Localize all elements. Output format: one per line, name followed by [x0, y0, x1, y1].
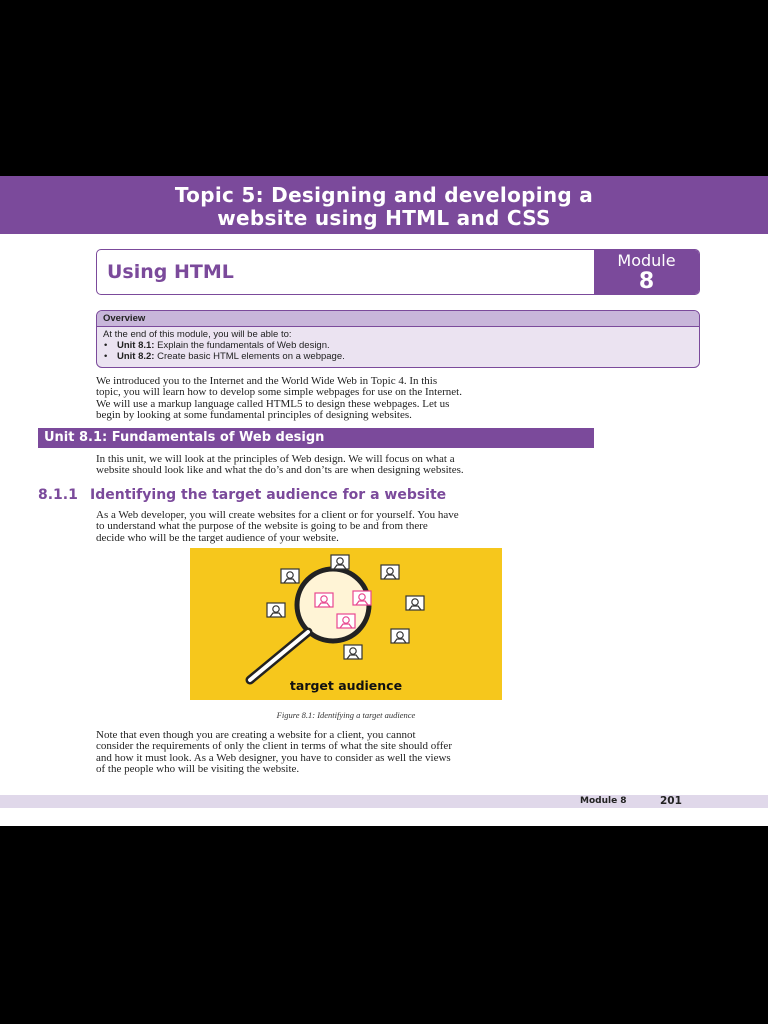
topic-title-line2: website using HTML and CSS	[217, 206, 551, 230]
footer-module: Module 8	[580, 796, 627, 806]
page-footer	[0, 795, 768, 808]
text-line: topic, you will learn how to develop some simple webpages for use on the Internet.	[96, 386, 462, 399]
section-title: Identifying the target audience for a website	[90, 487, 447, 503]
person-icon	[381, 565, 399, 579]
document-page	[0, 176, 768, 826]
text-line: consider the requirements of only the client in terms of what the site should offer	[96, 740, 452, 753]
overview-box	[96, 310, 700, 368]
topic-title-line1: Topic 5: Designing and developing a	[174, 183, 594, 207]
overview-item-unit: Unit 8.2:	[117, 351, 155, 362]
text-line: We introduced you to the Internet and the World Wide Web in Topic 4. In this	[96, 375, 438, 387]
overview-intro: At the end of this module, you will be able to:	[103, 329, 292, 340]
overview-heading: Overview	[97, 311, 699, 327]
text-line: As a Web developer, you will create websites for a client or for yourself. You have	[96, 509, 459, 521]
overview-body	[97, 327, 699, 364]
section-number: 8.1.1	[38, 487, 78, 503]
person-icon	[406, 596, 424, 610]
person-icon	[267, 603, 285, 617]
person-icon	[391, 629, 409, 643]
person-icon	[331, 555, 349, 569]
topic-banner	[0, 176, 768, 234]
target-audience-figure	[190, 548, 502, 700]
text-line: to understand what the purpose of the website is going to be and from there	[96, 520, 428, 533]
unit-heading: Unit 8.1: Fundamentals of Web design	[38, 428, 594, 448]
magnifier-handle-highlight	[250, 632, 308, 680]
text-line: decide who will be the target audience of your website.	[96, 531, 339, 544]
text-line: website should look like and what the do’s and don’ts are when designing websites.	[96, 464, 464, 477]
module-badge-number: 8	[638, 269, 655, 294]
section-heading	[38, 487, 446, 503]
text-line: In this unit, we will look at the principles of Web design. We will focus on what a	[96, 453, 455, 465]
closing-paragraph	[96, 730, 606, 775]
text-line: begin by looking at some fundamental principles of designing websites.	[96, 408, 412, 421]
text-line: We will use a markup language called HTML5 to design these webpages. Let us	[96, 397, 450, 410]
module-title-box	[96, 249, 700, 295]
person-icon	[344, 645, 362, 659]
intro-paragraph	[96, 376, 606, 421]
person-icon-highlighted	[337, 614, 355, 628]
module-title: Using HTML	[107, 261, 234, 283]
overview-item	[103, 340, 693, 351]
figure-label: target audience	[289, 678, 403, 693]
section-paragraph	[96, 510, 606, 544]
text-line: of the people who will be visiting the website.	[96, 762, 300, 775]
figure-caption: Figure 8.1: Identifying a target audience	[276, 710, 416, 720]
module-badge-word: Module	[617, 251, 676, 270]
module-badge	[594, 250, 699, 294]
overview-item-text: Create basic HTML elements on a webpage.	[154, 351, 345, 362]
text-line: Note that even though you are creating a website for a client, you cannot	[96, 729, 416, 741]
text-line: and how it must look. As a Web designer, you have to consider as well the views	[96, 751, 451, 764]
person-icon-highlighted	[315, 593, 333, 607]
person-icon-highlighted	[353, 591, 371, 605]
overview-item-text: Explain the fundamentals of Web design.	[154, 340, 330, 351]
overview-item-unit: Unit 8.1:	[117, 340, 155, 351]
page-number: 201	[660, 795, 682, 807]
overview-item	[103, 351, 693, 362]
unit-paragraph	[96, 454, 606, 477]
person-icon	[281, 569, 299, 583]
